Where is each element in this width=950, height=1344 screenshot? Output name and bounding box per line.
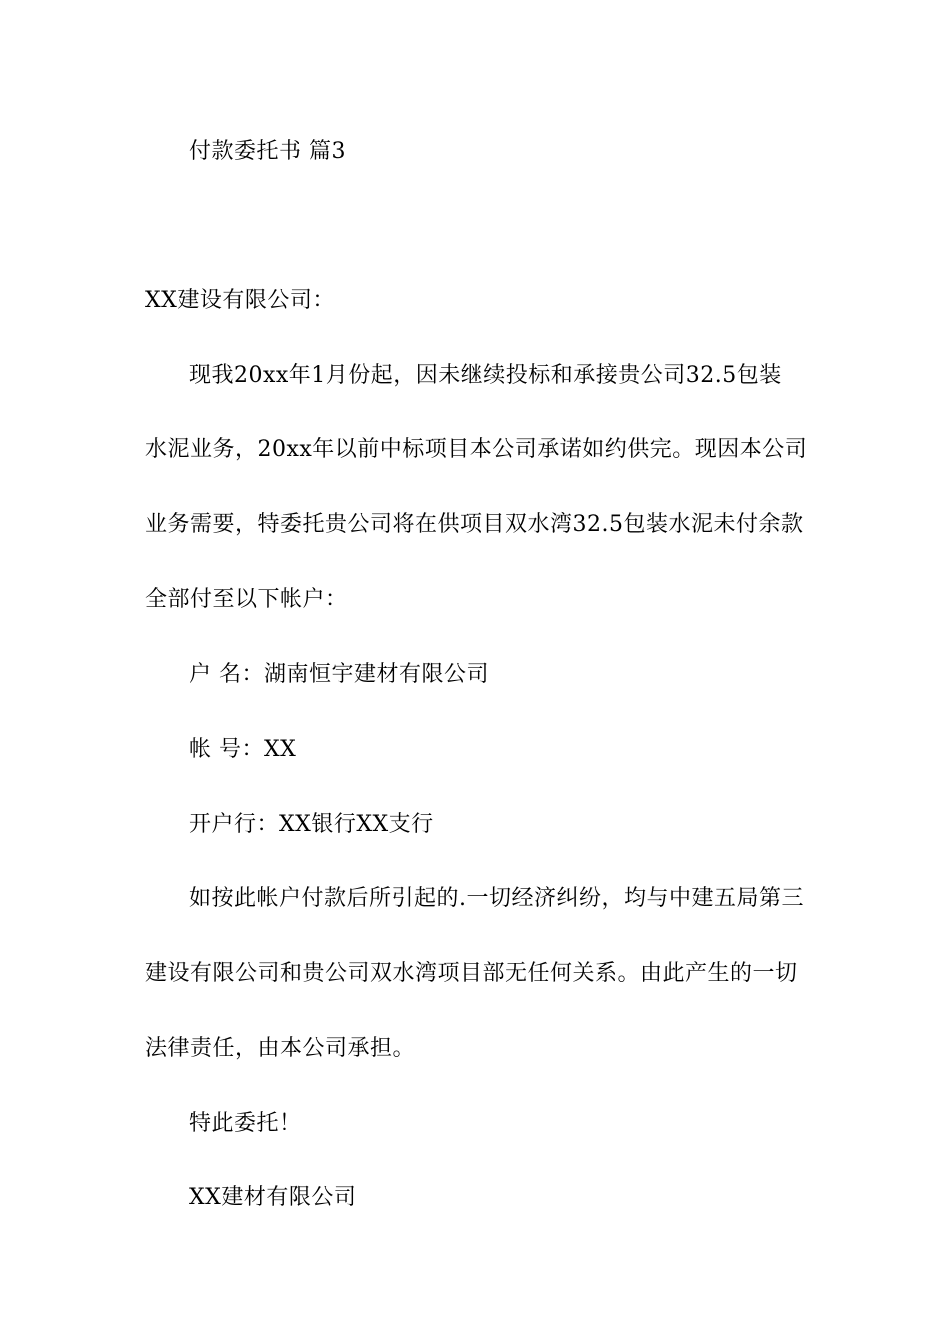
paragraph1-line4: 全部付至以下帐户： [145, 587, 348, 612]
document-title: 付款委托书 篇3 [189, 139, 346, 164]
salutation: XX建设有限公司： [145, 288, 335, 313]
paragraph1-line2: 水泥业务，20xx年以前中标项目本公司承诺如约供完。现因本公司 [145, 437, 808, 462]
paragraph1-line3: 业务需要，特委托贵公司将在供项目双水湾32.5包装水泥未付余款 [145, 512, 804, 537]
account-bank-line: 开户行：XX银行XX支行 [189, 812, 434, 837]
paragraph1-line1: 现我20xx年1月份起，因未继续投标和承接贵公司32.5包装 [189, 363, 782, 388]
paragraph2-line2: 建设有限公司和贵公司双水湾项目部无任何关系。由此产生的一切 [145, 961, 798, 986]
account-name-line: 户 名：湖南恒宇建材有限公司 [189, 662, 489, 687]
closing-line: 特此委托！ [189, 1111, 302, 1136]
paragraph2-line3: 法律责任，由本公司承担。 [145, 1036, 416, 1061]
signature-line: XX建材有限公司 [189, 1185, 357, 1210]
paragraph2-line1: 如按此帐户付款后所引起的.一切经济纠纷，均与中建五局第三 [189, 886, 804, 911]
account-number-line: 帐 号：XX [189, 737, 297, 762]
